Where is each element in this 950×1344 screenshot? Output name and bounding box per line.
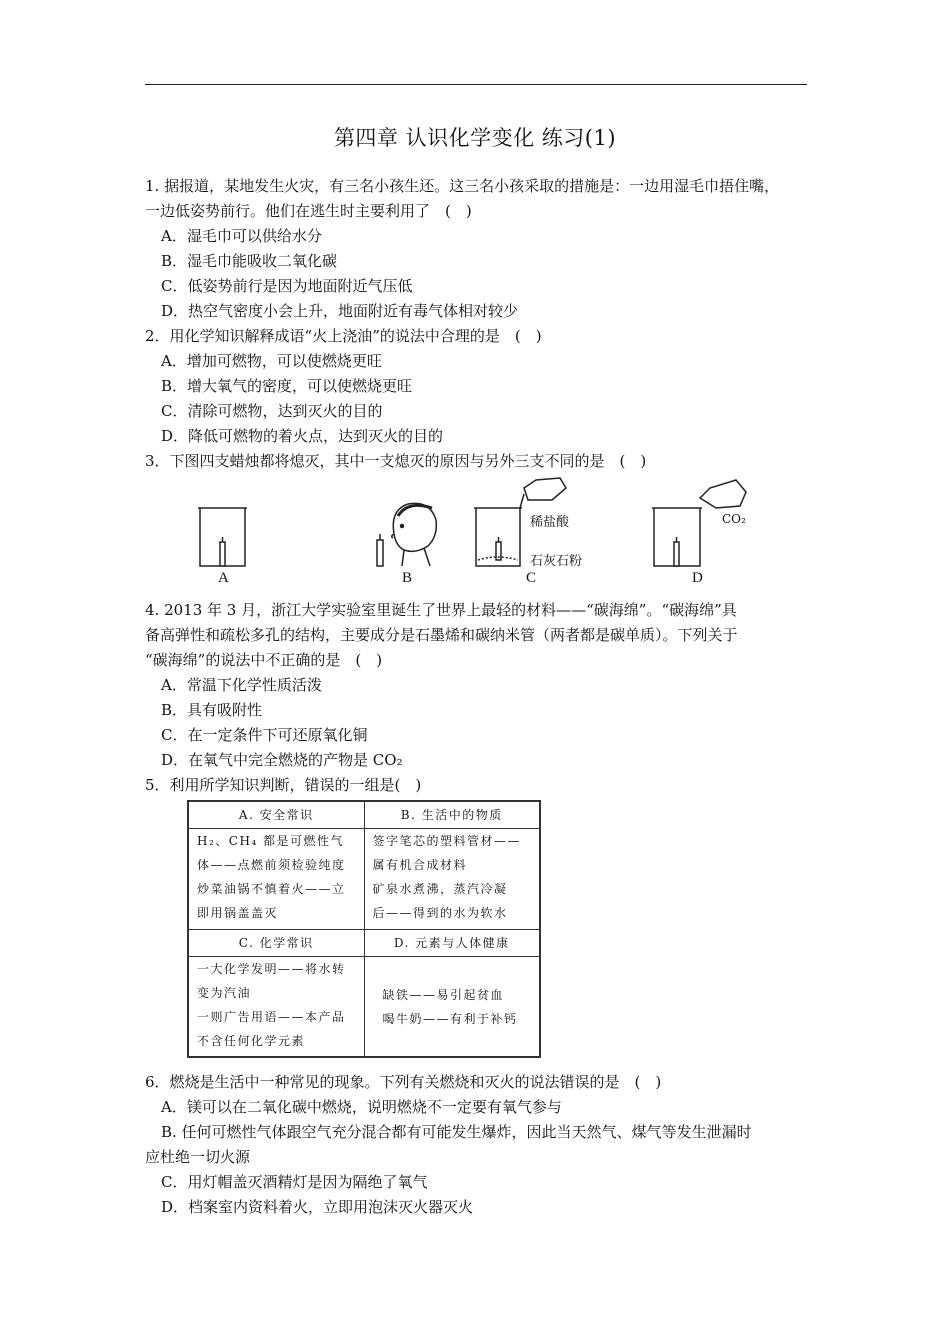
- figure-label-a: A: [218, 570, 229, 586]
- q1-option-b: B．湿毛巾能吸收二氧化碳: [161, 252, 338, 270]
- q5-knowledge-table: [187, 800, 541, 1058]
- figure-c-acid-label: 稀盐酸: [530, 515, 570, 530]
- figure-label-b: B: [402, 570, 413, 586]
- q1-option-c: C．低姿势前行是因为地面附近气压低: [161, 277, 413, 295]
- table-a-line1: H₂、CH₄ 都是可燃性气: [197, 834, 345, 848]
- q2-option-d: D．降低可燃物的着火点，达到灭火的目的: [161, 427, 444, 445]
- q5-stem: 5．利用所学知识判断，错误的一组是( ): [145, 776, 422, 794]
- q2-stem: 2．用化学知识解释成语“火上浇油”的说法中合理的是 ( ): [145, 327, 542, 345]
- candle-figure: [180, 474, 780, 574]
- table-a-line3: 炒菜油锅不慎着火——立: [197, 882, 346, 896]
- table-b-line1: 签字笔芯的塑料管材——: [372, 834, 522, 848]
- q3-stem: 3．下图四支蜡烛都将熄灭，其中一支熄灭的原因与另外三支不同的是 ( ): [145, 452, 647, 470]
- figure-label-c: C: [526, 570, 537, 586]
- q4-option-b: B．具有吸附性: [161, 701, 263, 719]
- q6-option-a: A．镁可以在二氧化碳中燃烧，说明燃烧不一定要有氧气参与: [161, 1098, 562, 1116]
- q4-option-a: A．常温下化学性质活泼: [161, 676, 322, 694]
- table-c-line1: 一大化学发明——将水转: [197, 962, 346, 976]
- q2-option-b: B．增大氧气的密度，可以使燃烧更旺: [161, 377, 413, 395]
- q6-option-d: D．档案室内资料着火，立即用泡沫灭火器灭火: [161, 1198, 474, 1216]
- q2-option-c: C．清除可燃物，达到灭火的目的: [161, 402, 383, 420]
- table-c-header: C. 化学常识: [188, 930, 364, 957]
- table-d-header: D. 元素与人体健康: [364, 930, 540, 957]
- q2-option-a: A．增加可燃物，可以使燃烧更旺: [161, 352, 382, 370]
- q1-option-d: D．热空气密度小会上升，地面附近有毒气体相对较少: [161, 302, 519, 320]
- q1-option-a: A．湿毛巾可以供给水分: [161, 227, 322, 245]
- table-c-line4: 不含任何化学元素: [197, 1034, 306, 1048]
- table-c-body: [188, 957, 364, 1058]
- q4-stem-line1: 4. 2013 年 3 月，浙江大学实验室里诞生了世界上最轻的材料——“碳海绵”。“碳海绵”具: [145, 601, 737, 619]
- figure-b-blowing-boy-icon: [377, 503, 436, 566]
- q4-stem-line2: 备高弹性和疏松多孔的结构，主要成分是石墨烯和碳纳米管（两者都是碳单质）。下列关于: [145, 626, 738, 644]
- page-title: 第四章 认识化学变化 练习(1): [333, 126, 617, 150]
- table-b-header: B. 生活中的物质: [364, 801, 540, 829]
- q4-option-c: C．在一定条件下可还原氧化铜: [161, 726, 368, 744]
- q6-option-b-line2: 应杜绝一切火源: [145, 1148, 251, 1166]
- q4-option-d: D．在氧气中完全燃烧的产物是 CO₂: [161, 751, 403, 769]
- table-b-body: [364, 829, 540, 930]
- table-a-header: A. 安全常识: [188, 801, 364, 829]
- q6-option-b-line1: B. 任何可燃性气体跟空气充分混合都有可能发生爆炸，因此当天然气、煤气等发生泄漏时: [161, 1123, 752, 1141]
- q4-stem-line3: “碳海绵”的说法中不正确的是 ( ): [145, 651, 383, 669]
- table-a-line2: 体——点燃前须检验纯度: [197, 858, 346, 872]
- table-b-line3: 矿泉水煮沸，蒸汽冷凝: [372, 882, 508, 896]
- figure-label-d: D: [692, 570, 703, 586]
- table-d-body: [364, 957, 540, 1058]
- q1-stem-line1: 1. 据报道，某地发生火灾，有三名小孩生还。这三名小孩采取的措施是：一边用湿毛巾捂住嘴，: [145, 177, 780, 195]
- table-d-line2: 喝牛奶——有利于补钙: [382, 1011, 518, 1026]
- table-a-body: [188, 829, 364, 930]
- table-a-line4: 即用锅盖盖灭: [197, 906, 279, 920]
- q6-option-c: C．用灯帽盖灭酒精灯是因为隔绝了氧气: [161, 1173, 428, 1191]
- figure-c-limestone-label: 石灰石粉: [530, 554, 583, 569]
- q1-stem-line2: 一边低姿势前行。他们在逃生时主要利用了 ( ): [145, 202, 472, 220]
- table-d-line1: 缺铁——易引起贫血: [382, 987, 505, 1002]
- table-b-line4: 后——得到的水为软水: [372, 906, 508, 920]
- figure-d-co2-label: CO₂: [722, 512, 746, 526]
- q6-stem: 6．燃烧是生活中一种常见的现象。下列有关燃烧和灭火的说法错误的是 ( ): [145, 1073, 662, 1091]
- figure-a-beaker-icon: [198, 508, 247, 566]
- table-c-line3: 一则广告用语——本产品: [197, 1010, 346, 1024]
- table-b-line2: 属有机合成材料: [372, 858, 468, 872]
- header-rule: [145, 84, 807, 85]
- table-c-line2: 变为汽油: [197, 986, 252, 1000]
